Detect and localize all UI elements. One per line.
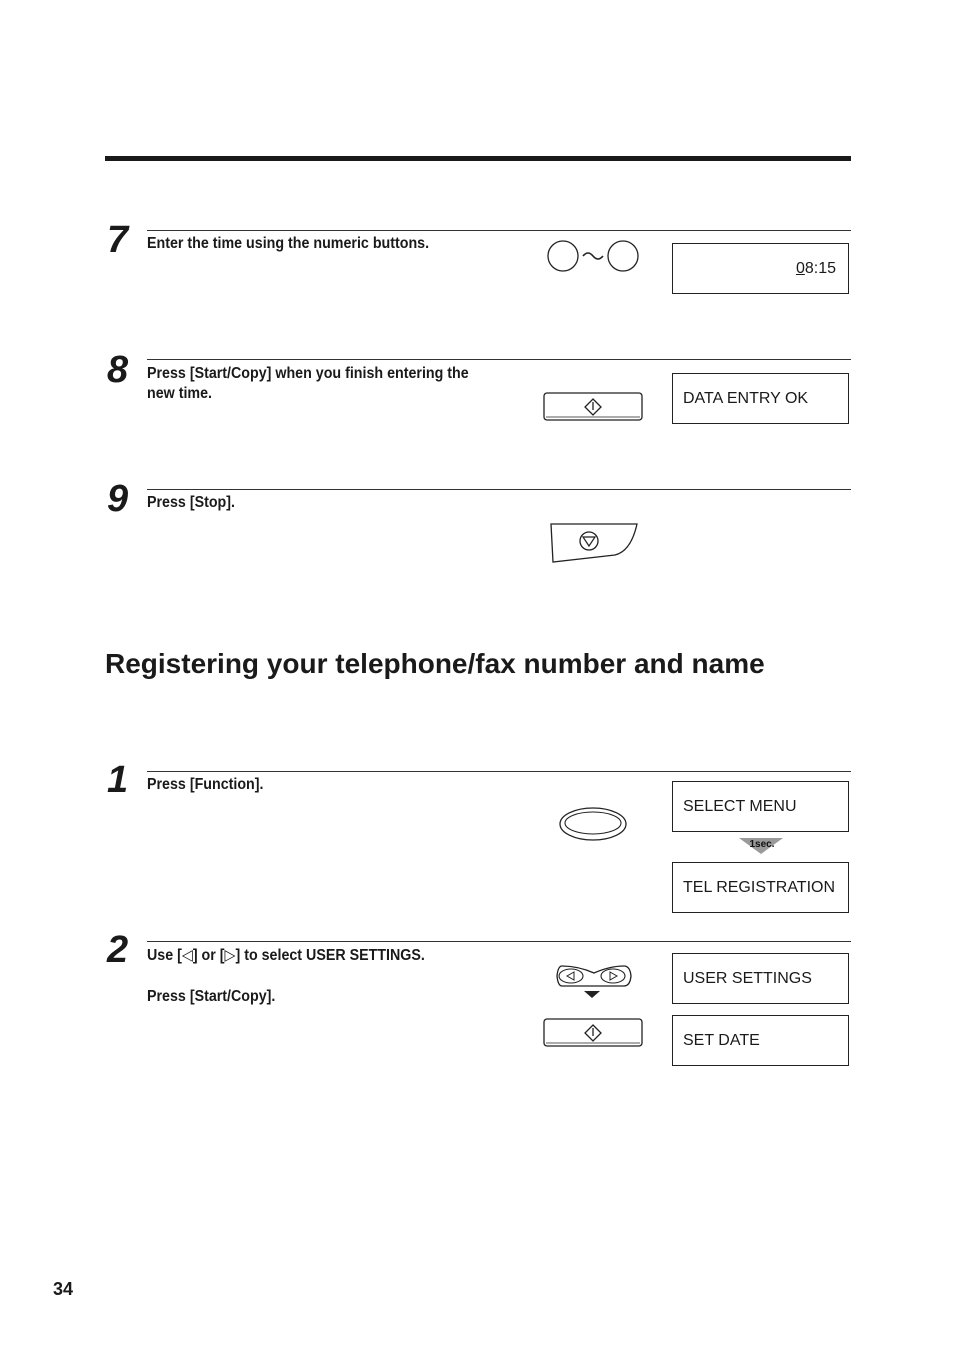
step-instruction <box>147 946 497 966</box>
function-button-icon <box>558 806 630 842</box>
top-rule <box>105 156 851 161</box>
left-right-arrow-buttons-icon <box>554 961 634 1003</box>
right-arrow-glyph: ▷ <box>224 947 236 964</box>
numeric-range-buttons-icon <box>546 240 640 274</box>
start-copy-button-icon <box>543 391 645 423</box>
step-instruction: Press [Start/Copy] when you finish entering the new time. <box>147 365 469 402</box>
lcd-time-value: 8:15 <box>804 259 836 277</box>
section-heading: Registering your telephone/fax number and name <box>105 648 765 679</box>
left-arrow-glyph: ◁ <box>181 947 193 964</box>
step-instruction: Press [Start/Copy]. <box>147 988 276 1005</box>
step-instruction: Enter the time using the numeric buttons. <box>147 235 430 252</box>
step-instruction: Press [Stop]. <box>147 494 235 511</box>
lcd-display <box>672 243 849 294</box>
instruction-text: Use [ <box>147 947 182 964</box>
lcd-cursor-digit: 0 <box>795 259 805 277</box>
lcd-display: TEL REGISTRATION <box>672 862 849 913</box>
step-rule <box>147 771 851 772</box>
timing-label: 1sec. <box>749 839 775 850</box>
stop-button-icon <box>549 521 641 565</box>
step-rule <box>147 359 851 360</box>
lcd-display: USER SETTINGS <box>672 953 849 1004</box>
lcd-display: DATA ENTRY OK <box>672 373 849 424</box>
instruction-text: ] to select USER SETTINGS. <box>235 947 425 964</box>
page-number: 34 <box>53 1279 74 1299</box>
step-number: 7 <box>107 219 129 261</box>
step-rule <box>147 230 851 231</box>
lcd-display: SET DATE <box>672 1015 849 1066</box>
start-copy-button-icon <box>543 1017 645 1049</box>
step-rule <box>147 941 851 942</box>
step-number: 1 <box>107 759 129 801</box>
lcd-display: SELECT MENU <box>672 781 849 832</box>
step-number: 2 <box>107 929 129 971</box>
instruction-text: ] or [ <box>192 947 225 964</box>
step-number: 9 <box>107 478 129 520</box>
step-instruction: Press [Function]. <box>147 776 264 793</box>
step-number: 8 <box>107 349 129 391</box>
step-rule <box>147 489 851 490</box>
